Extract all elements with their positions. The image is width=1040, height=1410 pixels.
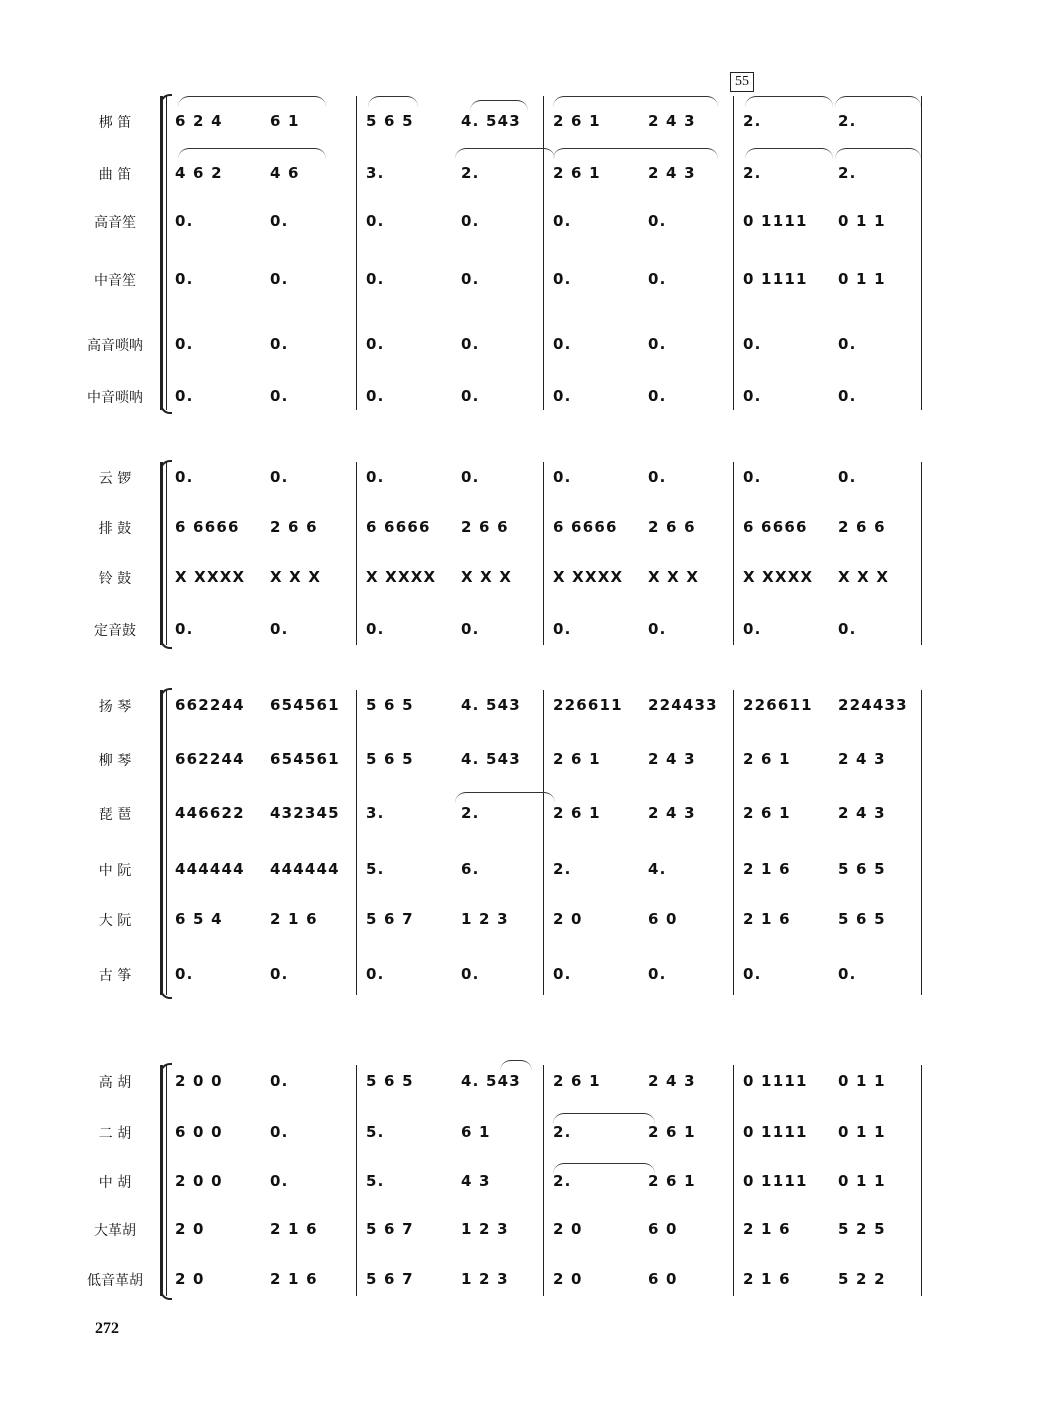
slur-mark (455, 148, 555, 159)
note-group: 0. (743, 335, 762, 353)
note-group: 0 1 1 (838, 212, 886, 230)
note-group: 0. (743, 620, 762, 638)
note-group: 6 5 4 (175, 910, 223, 928)
note-group: X X X (648, 568, 700, 586)
note-group: X XXXX (743, 568, 814, 586)
note-group: 446622 (175, 804, 245, 822)
note-group: 0. (648, 965, 667, 983)
note-group: X X X (461, 568, 513, 586)
note-group: 224433 (838, 696, 908, 714)
barline (921, 462, 922, 645)
note-group: 0 1 1 (838, 1072, 886, 1090)
note-group: 2 4 3 (648, 1072, 696, 1090)
instrument-label: 高音唢呐 (87, 338, 143, 354)
instrument-label: 曲 笛 (98, 167, 132, 183)
note-group: 0. (553, 965, 572, 983)
note-group: 6 0 0 (175, 1123, 223, 1141)
instrument-label: 云 锣 (98, 471, 132, 487)
note-group: 2 1 6 (270, 1270, 318, 1288)
barline (733, 462, 734, 645)
barline (733, 690, 734, 995)
note-group: 5 6 5 (838, 910, 886, 928)
note-group: 4. 543 (461, 696, 521, 714)
note-group: 0. (553, 387, 572, 405)
note-group: 0. (175, 387, 194, 405)
barline (733, 1065, 734, 1296)
instrument-label: 琵 琶 (98, 807, 132, 823)
note-group: 0 1111 (743, 212, 808, 230)
note-group: 0. (270, 1123, 289, 1141)
note-group: 5 2 5 (838, 1220, 886, 1238)
note-group: 2 1 6 (743, 1220, 791, 1238)
note-group: 2 6 6 (648, 518, 696, 536)
page-number: 272 (95, 1320, 119, 1337)
note-group: 2. (743, 112, 762, 130)
note-group: 0. (366, 965, 385, 983)
slur-mark (553, 1113, 655, 1124)
note-group: 2. (838, 164, 857, 182)
note-group: 5 6 7 (366, 1270, 414, 1288)
note-group: 0 1111 (743, 270, 808, 288)
slur-mark (553, 148, 718, 159)
note-group: 2. (461, 804, 480, 822)
note-group: 5 6 5 (366, 1072, 414, 1090)
note-group: 5 2 2 (838, 1270, 886, 1288)
barline (543, 96, 544, 410)
note-group: 2 6 1 (648, 1123, 696, 1141)
note-group: 0. (270, 387, 289, 405)
note-group: 444444 (175, 860, 245, 878)
note-group: 6 6666 (553, 518, 618, 536)
instrument-label: 高 胡 (98, 1075, 132, 1091)
note-group: 0. (648, 387, 667, 405)
barline (543, 1065, 544, 1296)
instrument-label: 梆 笛 (98, 115, 132, 131)
note-group: 6 6666 (366, 518, 431, 536)
note-group: 2. (461, 164, 480, 182)
note-group: 2 1 6 (743, 910, 791, 928)
note-group: X X X (270, 568, 322, 586)
slur-mark (178, 148, 326, 159)
note-group: 0. (838, 387, 857, 405)
note-group: 5. (366, 860, 385, 878)
note-group: 0. (175, 965, 194, 983)
note-group: 5 6 5 (838, 860, 886, 878)
slur-mark (835, 96, 921, 107)
note-group: 0. (366, 270, 385, 288)
note-group: 0. (838, 468, 857, 486)
note-group: 6 6666 (743, 518, 808, 536)
note-group: 0. (461, 335, 480, 353)
note-group: 6 2 4 (175, 112, 223, 130)
note-group: 4. (648, 860, 667, 878)
note-group: 0. (743, 965, 762, 983)
barline (921, 1065, 922, 1296)
note-group: 0. (553, 620, 572, 638)
rehearsal-mark: 55 (730, 72, 754, 92)
note-group: 0. (270, 270, 289, 288)
barline (921, 96, 922, 410)
note-group: 5 6 7 (366, 910, 414, 928)
note-group: 2 6 6 (270, 518, 318, 536)
note-group: 654561 (270, 750, 340, 768)
note-group: 0. (743, 468, 762, 486)
slur-mark (368, 96, 418, 107)
note-group: 2 4 3 (648, 804, 696, 822)
note-group: 5 6 7 (366, 1220, 414, 1238)
note-group: 0. (461, 965, 480, 983)
instrument-label: 柳 琴 (98, 753, 132, 769)
note-group: 0. (270, 965, 289, 983)
note-group: 4 3 (461, 1172, 491, 1190)
note-group: 0 1111 (743, 1072, 808, 1090)
note-group: 2 6 1 (553, 112, 601, 130)
note-group: 0. (461, 468, 480, 486)
note-group: 0. (648, 468, 667, 486)
instrument-label: 中音唢呐 (87, 390, 143, 406)
note-group: 4. 543 (461, 750, 521, 768)
note-group: 654561 (270, 696, 340, 714)
note-group: 0. (366, 387, 385, 405)
note-group: X XXXX (175, 568, 246, 586)
note-group: 2 4 3 (648, 750, 696, 768)
instrument-label: 扬 琴 (98, 699, 132, 715)
note-group: 2. (553, 860, 572, 878)
note-group: 0. (270, 620, 289, 638)
note-group: 2 6 1 (743, 750, 791, 768)
note-group: 2 6 1 (648, 1172, 696, 1190)
note-group: X XXXX (366, 568, 437, 586)
note-group: 2. (838, 112, 857, 130)
note-group: 6. (461, 860, 480, 878)
slur-mark (835, 148, 921, 159)
barline (356, 96, 357, 410)
note-group: 2 4 3 (838, 804, 886, 822)
instrument-label: 大革胡 (94, 1223, 136, 1239)
note-group: 0. (648, 212, 667, 230)
note-group: 0. (838, 335, 857, 353)
note-group: 444444 (270, 860, 340, 878)
note-group: 0. (270, 335, 289, 353)
barline (543, 690, 544, 995)
note-group: 0. (553, 335, 572, 353)
note-group: 5 6 5 (366, 112, 414, 130)
note-group: 0 1111 (743, 1123, 808, 1141)
instrument-label: 中音笙 (94, 273, 136, 289)
barline (543, 462, 544, 645)
note-group: 0 1111 (743, 1172, 808, 1190)
note-group: 0. (743, 387, 762, 405)
note-group: 1 2 3 (461, 1270, 509, 1288)
note-group: 662244 (175, 750, 245, 768)
slur-mark (500, 1060, 532, 1071)
instrument-label: 中 胡 (98, 1175, 132, 1191)
note-group: 0 1 1 (838, 1172, 886, 1190)
note-group: 6 6666 (175, 518, 240, 536)
note-group: 0. (648, 335, 667, 353)
instrument-label: 排 鼓 (98, 521, 132, 537)
instrument-label: 古 筝 (98, 968, 132, 984)
note-group: 0. (461, 387, 480, 405)
note-group: 2 1 6 (743, 860, 791, 878)
note-group: 4. 543 (461, 1072, 521, 1090)
note-group: 5. (366, 1172, 385, 1190)
note-group: 2 6 1 (553, 804, 601, 822)
note-group: 0. (175, 212, 194, 230)
note-group: 2. (553, 1123, 572, 1141)
note-group: 2 1 6 (743, 1270, 791, 1288)
note-group: 0. (366, 468, 385, 486)
note-group: 0. (553, 270, 572, 288)
note-group: 3. (366, 164, 385, 182)
note-group: X X X (838, 568, 890, 586)
note-group: 4 6 (270, 164, 300, 182)
note-group: 4. 543 (461, 112, 521, 130)
group-bracket (160, 690, 163, 995)
note-group: 0. (553, 468, 572, 486)
barline (921, 690, 922, 995)
note-group: 224433 (648, 696, 718, 714)
note-group: 0. (366, 335, 385, 353)
slur-mark (553, 96, 718, 107)
note-group: 0. (553, 212, 572, 230)
note-group: 0. (175, 468, 194, 486)
note-group: 0. (648, 270, 667, 288)
slur-mark (745, 96, 833, 107)
note-group: 2 6 1 (743, 804, 791, 822)
note-group: 2. (743, 164, 762, 182)
note-group: 2 6 1 (553, 750, 601, 768)
instrument-label: 大 阮 (98, 913, 132, 929)
barline (356, 690, 357, 995)
note-group: 432345 (270, 804, 340, 822)
note-group: 3. (366, 804, 385, 822)
note-group: 6 1 (270, 112, 300, 130)
group-bracket (160, 96, 163, 410)
note-group: 2 6 1 (553, 164, 601, 182)
barline (733, 96, 734, 410)
instrument-label: 铃 鼓 (98, 571, 132, 587)
slur-mark (455, 792, 555, 803)
note-group: 0. (461, 212, 480, 230)
note-group: 0. (270, 1172, 289, 1190)
note-group: 2 0 (175, 1220, 205, 1238)
note-group: 0. (648, 620, 667, 638)
barline (356, 1065, 357, 1296)
note-group: 2 0 0 (175, 1072, 223, 1090)
instrument-label: 二 胡 (98, 1126, 132, 1142)
note-group: 226611 (743, 696, 813, 714)
group-bracket (160, 462, 163, 645)
barline (166, 462, 167, 645)
instrument-label: 定音鼓 (94, 623, 136, 639)
slur-mark (553, 1163, 655, 1174)
note-group: 0. (175, 270, 194, 288)
note-group: X XXXX (553, 568, 624, 586)
note-group: 0. (270, 212, 289, 230)
note-group: 2 4 3 (838, 750, 886, 768)
note-group: 6 0 (648, 910, 678, 928)
group-bracket (160, 1065, 163, 1296)
note-group: 2 1 6 (270, 1220, 318, 1238)
barline (166, 1065, 167, 1296)
note-group: 2 0 (553, 1220, 583, 1238)
instrument-label: 中 阮 (98, 863, 132, 879)
note-group: 2 0 (553, 910, 583, 928)
note-group: 6 0 (648, 1220, 678, 1238)
note-group: 662244 (175, 696, 245, 714)
note-group: 0. (838, 965, 857, 983)
note-group: 2 0 (553, 1270, 583, 1288)
note-group: 0. (270, 468, 289, 486)
note-group: 0. (838, 620, 857, 638)
instrument-label: 低音革胡 (87, 1273, 143, 1289)
note-group: 0. (175, 620, 194, 638)
note-group: 226611 (553, 696, 623, 714)
note-group: 5. (366, 1123, 385, 1141)
note-group: 2 1 6 (270, 910, 318, 928)
note-group: 2 4 3 (648, 112, 696, 130)
note-group: 1 2 3 (461, 910, 509, 928)
note-group: 0. (366, 212, 385, 230)
note-group: 2 6 1 (553, 1072, 601, 1090)
note-group: 0. (270, 1072, 289, 1090)
note-group: 0. (461, 620, 480, 638)
note-group: 2 6 6 (838, 518, 886, 536)
barline (356, 462, 357, 645)
note-group: 2 4 3 (648, 164, 696, 182)
slur-mark (745, 148, 833, 159)
note-group: 5 6 5 (366, 696, 414, 714)
note-group: 6 1 (461, 1123, 491, 1141)
note-group: 1 2 3 (461, 1220, 509, 1238)
note-group: 5 6 5 (366, 750, 414, 768)
note-group: 2. (553, 1172, 572, 1190)
note-group: 4 6 2 (175, 164, 223, 182)
note-group: 0. (461, 270, 480, 288)
note-group: 2 0 (175, 1270, 205, 1288)
note-group: 2 6 6 (461, 518, 509, 536)
note-group: 0. (366, 620, 385, 638)
note-group: 2 0 0 (175, 1172, 223, 1190)
slur-mark (178, 96, 326, 107)
barline (166, 96, 167, 410)
note-group: 0. (175, 335, 194, 353)
slur-mark (470, 100, 528, 111)
barline (166, 690, 167, 995)
instrument-label: 高音笙 (94, 215, 136, 231)
note-group: 0 1 1 (838, 270, 886, 288)
note-group: 6 0 (648, 1270, 678, 1288)
note-group: 0 1 1 (838, 1123, 886, 1141)
